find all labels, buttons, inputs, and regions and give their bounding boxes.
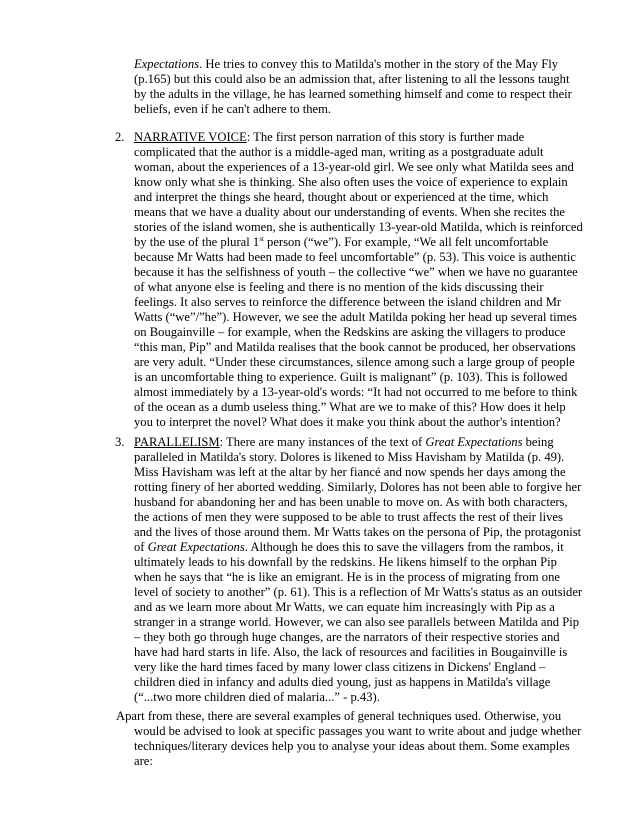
item-line (134, 645, 567, 660)
italic-title: Expectations (134, 57, 200, 71)
text-run: the actions of men they were supposed to be able to trust affects the rest of their lives (134, 509, 563, 524)
item-line (134, 325, 566, 340)
text-run: person (“we”). For example, “We all felt uncomfortable (263, 234, 549, 249)
text-run: of the ocean as a dumb useless thing.” What are we to make of this? How does it help (134, 400, 566, 415)
italic-title: Great Expectations (147, 539, 245, 554)
text-run: know only what she is thinking. She also often uses the voice of experience to explain (134, 174, 568, 189)
item-line (134, 450, 564, 465)
text-run: of (134, 539, 148, 554)
text-run: Apart from these, there are several examples of general techniques used. Otherwise, you (116, 709, 562, 723)
section-heading: PARALLELISM (134, 434, 220, 449)
text-run: – they both go through huge changes, are the narrators of their respective stories and (134, 630, 560, 645)
text-run: being (522, 434, 554, 449)
item-line (134, 525, 581, 540)
text-run: : There are many instances of the text of (219, 434, 426, 449)
item-line (134, 480, 581, 495)
text-run: (“...two more children died of malaria...” - p.43). (134, 690, 380, 705)
item-line (134, 295, 561, 310)
continuation-line (134, 102, 331, 117)
item-line (134, 495, 568, 510)
item-line (134, 415, 561, 430)
text-run: because it has the selfishness of youth – the collective “we” when we have no guarantee (134, 264, 578, 279)
text-run: : The first person narration of this story is further made (246, 129, 525, 144)
text-run: means that we have a duality about our understanding of events. When she recites the (134, 204, 565, 219)
italic-title: Great Expectations (425, 434, 523, 449)
continuation-line (134, 72, 569, 87)
item-line (134, 280, 544, 295)
text-run: level of society to another” (p. 61). This is a reflection of Mr Watts's status as an outsider (134, 585, 583, 599)
text-run: st (259, 234, 264, 243)
item-line (134, 660, 545, 675)
item-line (134, 205, 565, 220)
text-run: rotting finery of her aborted wedding. Similarly, Dolores has not been able to forgive her (134, 479, 582, 494)
closing-line (134, 724, 581, 739)
item-line (134, 310, 577, 325)
continuation-line (134, 57, 558, 72)
item-line (134, 130, 524, 145)
text-run: almost immediately by a 13-year-old's words: “It had not occurred to me before to think (134, 385, 578, 400)
text-run: very like the hard times faced by many lower class citizens in Dickens' England – (134, 660, 546, 675)
text-run: woman, about the experiences of a 13-year-old girl. We see only what Matilda sees and (134, 159, 574, 174)
closing-line (116, 709, 561, 724)
text-run: “this man, Pip” and Matilda realises that the book cannot be produced, her observations (134, 340, 576, 355)
text-run: you to interpret the novel? What does it make you think about the author's intention? (134, 415, 561, 430)
item-line (134, 400, 566, 415)
item-line (134, 370, 567, 385)
item-line (134, 675, 550, 690)
item-line (134, 690, 380, 705)
item-line (134, 220, 583, 235)
closing-line (134, 739, 570, 754)
item-line (134, 510, 563, 525)
text-run: and interpret the things she heard, thought about or experienced at the time, which (134, 189, 549, 204)
item-line (134, 585, 582, 600)
text-run: because Mr Watts had been made to feel uncomfortable” (p. 53). This voice is authentic (134, 249, 576, 264)
text-run: ultimately leads to his downfall by the redskins. He likens himself to the orphan Pip (134, 554, 557, 569)
item-line (134, 250, 576, 265)
item-line (134, 190, 548, 205)
item-line (134, 465, 566, 480)
text-run: and the lives of those around them. Mr Watts takes on the persona of Pip, the protagonist (134, 524, 582, 539)
text-run: by the use of the plural 1 (134, 234, 260, 249)
text-run: when he says that “he is like an emigrant. He is in the process of migrating from one (134, 569, 560, 584)
item-line (134, 235, 548, 250)
item-line (134, 340, 576, 355)
text-run: techniques/literary devices help you to analyse your ideas about them. Some examples (134, 739, 570, 754)
continuation-line (134, 87, 572, 102)
text-run: complicated that the author is a middle-aged man, writing as a postgraduate adult (134, 144, 544, 159)
text-run: . He tries to convey this to Matilda's mother in the story of the May Fly (199, 57, 559, 71)
item-line (134, 630, 560, 645)
item-line (134, 435, 554, 450)
section-heading: NARRATIVE VOICE (134, 129, 247, 144)
text-run: Miss Havisham was left at the altar by her fiancé and now spends her days among the (134, 464, 566, 479)
item-line (134, 385, 577, 400)
text-run: are: (134, 754, 153, 769)
text-run: and as we learn more about Mr Watts, we can equate him increasingly with Pip as a (134, 600, 555, 615)
closing-line (134, 754, 153, 769)
item-line (134, 570, 560, 585)
text-run: beliefs, even if he can't adhere to them. (134, 102, 332, 117)
text-run: are very adult. “Under these circumstances, silence among such a large group of people (134, 355, 575, 370)
text-run: children died in infancy and adults died young, just as happens in Matilda's village (134, 675, 551, 690)
text-run: on Bougainville – for example, when the Redskins are asking the villagers to produce (134, 325, 566, 340)
item-line (134, 145, 544, 160)
item-line (134, 600, 555, 615)
list-number: 3. (115, 434, 125, 449)
text-run: stranger in a strange world. However, we can also see parallels between Matilda and Pip (134, 615, 580, 630)
text-run: . Although he does this to save the villagers from the rambos, it (244, 539, 564, 554)
text-run: Watts (“we”/”he”). However, we see the adult Matilda poking her head up several times (134, 310, 577, 325)
item-line (134, 615, 579, 630)
text-run: have had hard starts in life. Also, the lack of resources and facilities in Bougainville is (134, 645, 568, 660)
item-line (134, 160, 574, 175)
text-run: of what anyone else is feeling and there is no mention of the kids discussing their (134, 280, 544, 294)
text-run: would be advised to look at specific passages you want to write about and judge whether (134, 724, 582, 739)
text-run: (p.165) but this could also be an admission that, after listening to all the lessons taught (134, 72, 570, 87)
text-run: by the adults in the village, he has learned something himself and come to respect their (134, 87, 572, 102)
item-line (134, 555, 557, 570)
item-line (134, 540, 564, 555)
list-number: 2. (115, 129, 125, 144)
text-run: husband for abandoning her and has been unable to move on. As with both characters, (134, 494, 568, 509)
item-line (134, 175, 568, 190)
text-run: stories of the island women, she is authentically 13-year-old Matilda, which is reinforced (134, 219, 583, 234)
item-line (134, 355, 575, 370)
text-run: feelings. It also serves to reinforce the difference between the island children and Mr (134, 295, 562, 310)
item-line (134, 265, 578, 280)
text-run: is an uncomfortable thing to experience. Guilt is malignant” (p. 103). This is followed (134, 370, 568, 385)
text-run: paralleled in Matilda's story. Dolores is likened to Miss Havisham by Matilda (p. 49). (134, 449, 565, 464)
